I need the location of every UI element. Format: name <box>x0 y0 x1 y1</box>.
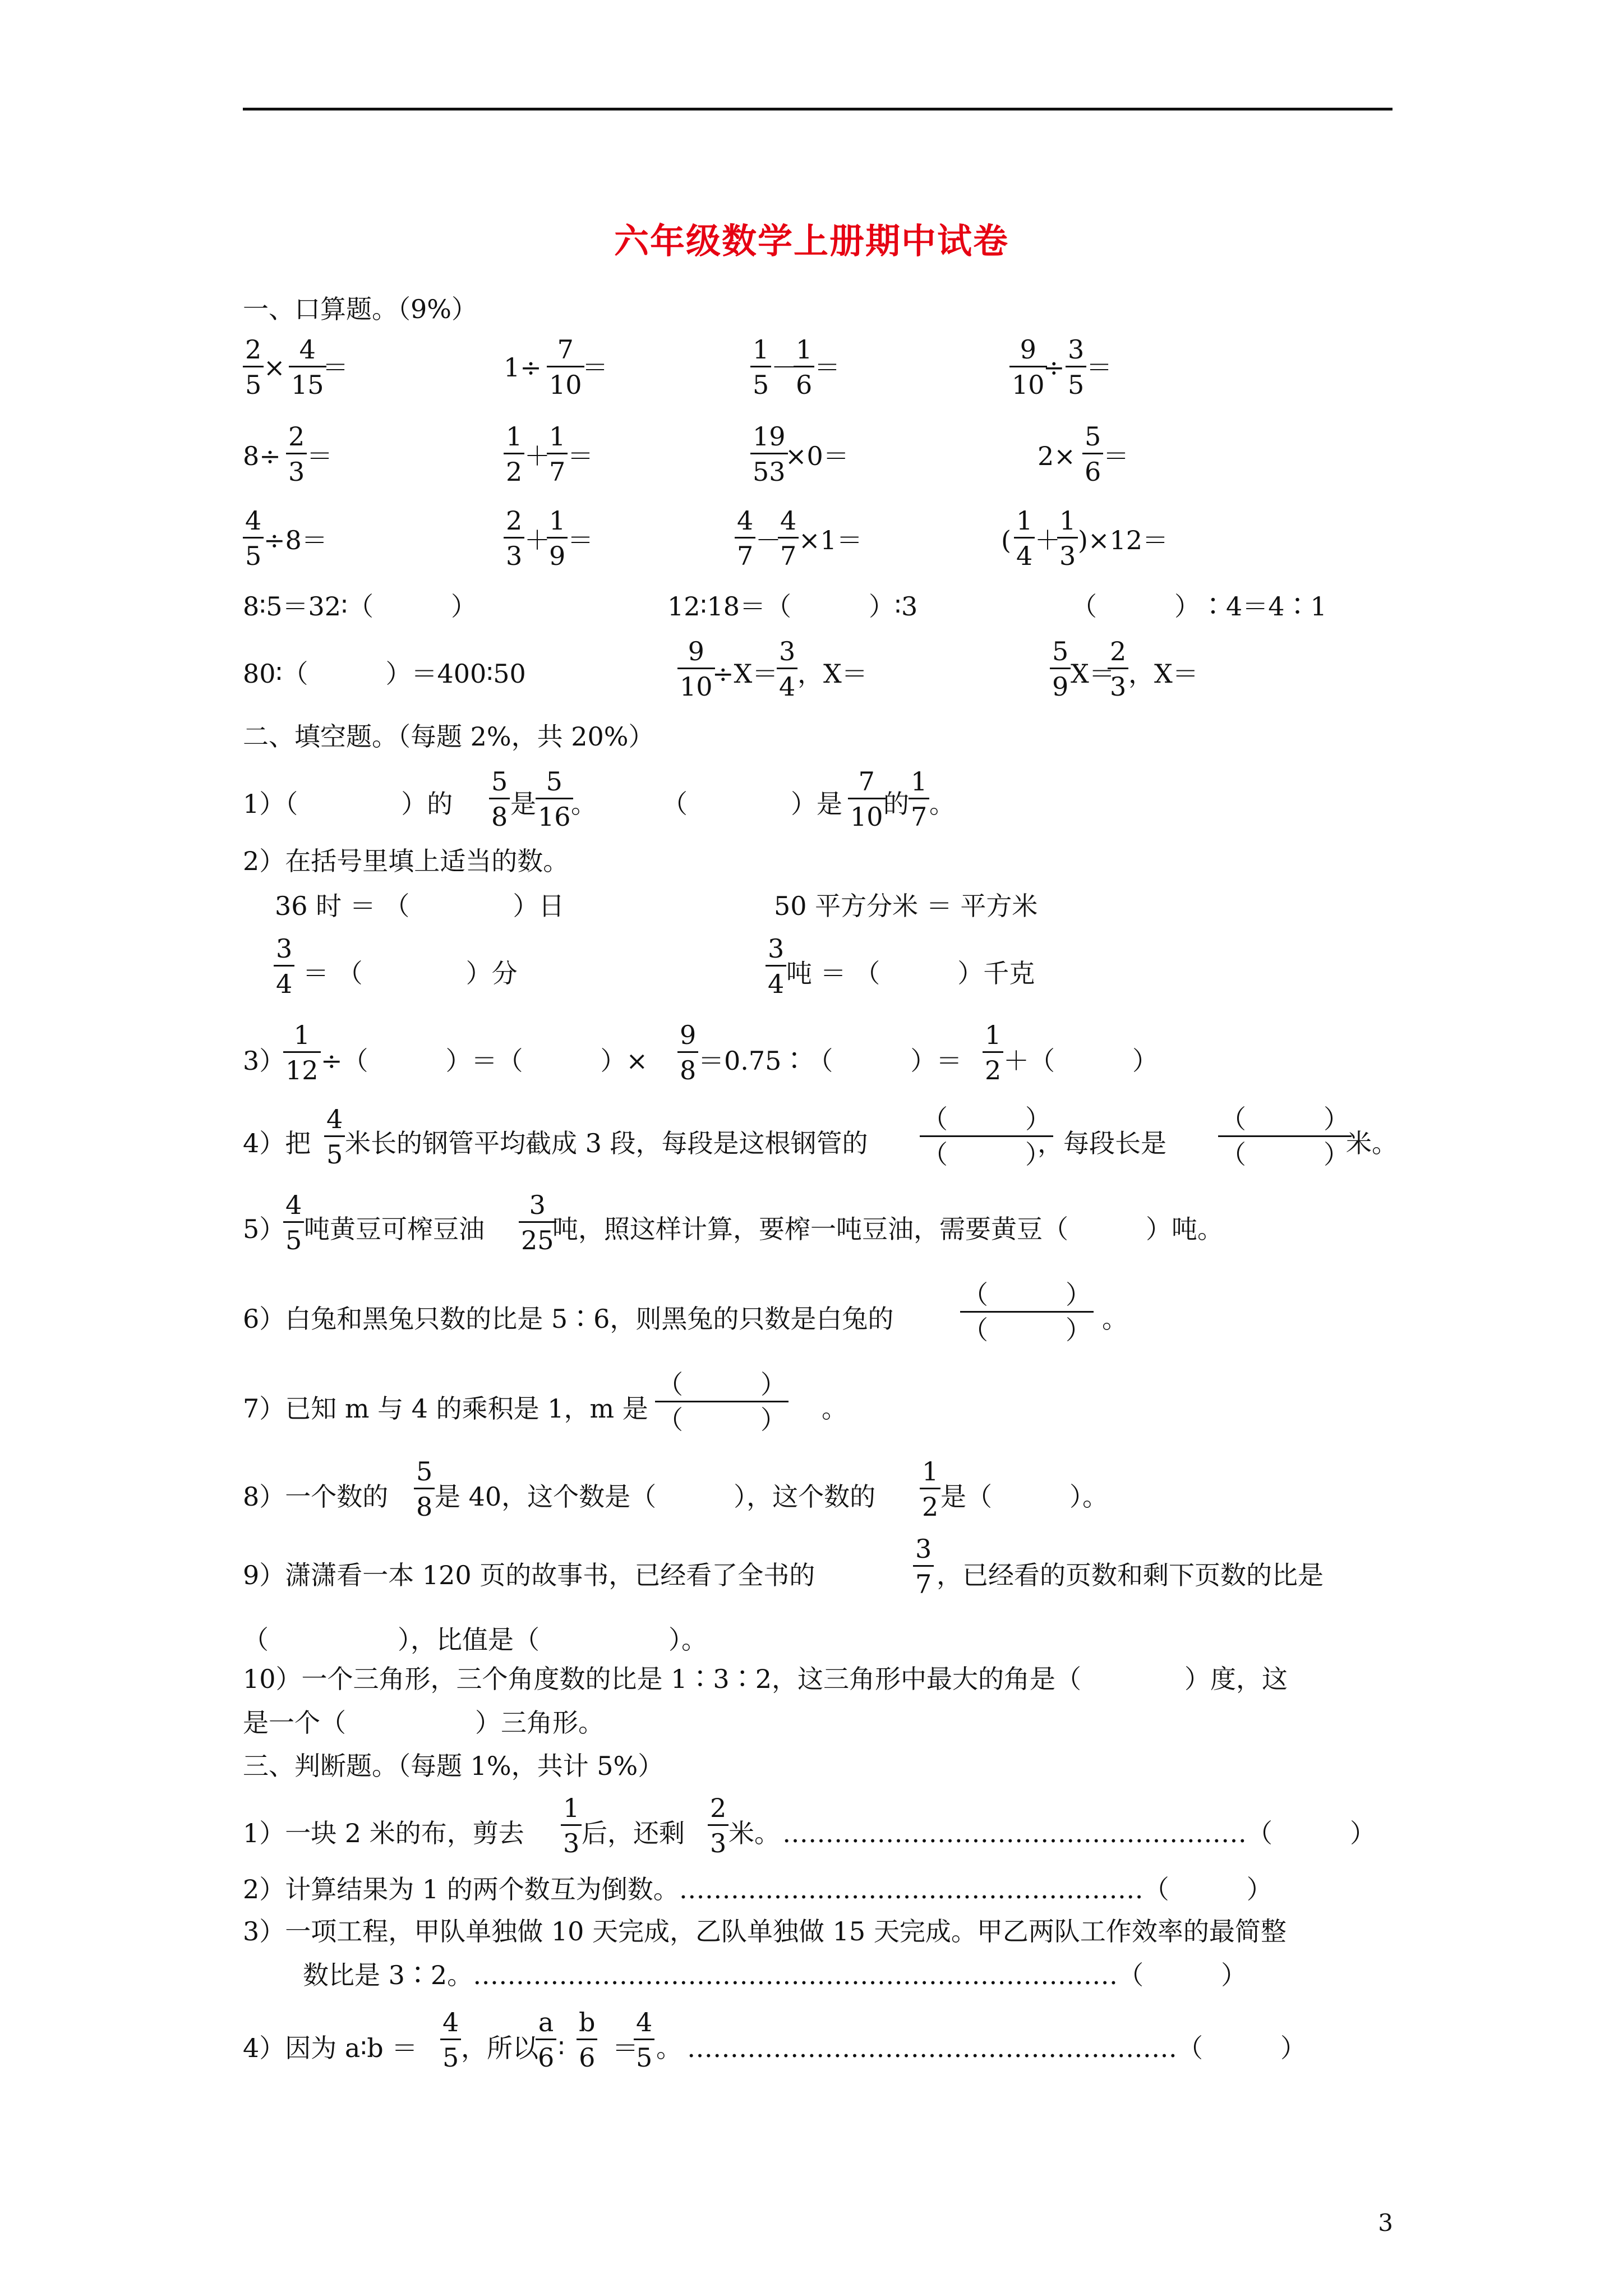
fill-question-2b: 50 平方分米 ＝ 平方米 <box>774 891 1038 921</box>
fraction: 4 5 <box>283 1192 304 1253</box>
fill-question-10: 10）一个三角形，三个角度数的比是 1∶3∶2，这三角形中最大的角是（ ）度，这 <box>243 1664 1288 1694</box>
page-title: 六年级数学上册期中试卷 <box>614 220 1009 261</box>
fill-question-2: 2）在括号里填上适当的数。 <box>243 846 569 876</box>
fraction: 1 4 <box>1014 508 1035 569</box>
judge-question-3-cont: 数比是 3∶2。…………………………………………………………………（ ） <box>303 1960 1247 1990</box>
judge-question-3: 3）一项工程，甲队单独做 10 天完成，乙队单独做 15 天完成。甲乙两队工作效率的最简整 <box>243 1916 1287 1947</box>
fraction: 3 4 <box>777 638 797 700</box>
fill-question-10-cont: 是一个（ ）三角形。 <box>243 1708 604 1738</box>
fraction: 1 3 <box>1057 508 1078 569</box>
fraction: 1 3 <box>561 1795 582 1856</box>
fraction: b 6 <box>577 2009 597 2070</box>
blank-fraction: （ ） （ ） <box>1218 1106 1352 1167</box>
fill-question-9-cont: （ ），比值是（ ）。 <box>243 1625 707 1655</box>
fraction: 3 25 <box>519 1192 556 1253</box>
fraction: 1 2 <box>983 1022 1003 1083</box>
blank-fraction: （ ） （ ） <box>655 1372 789 1433</box>
fraction: 1 2 <box>504 424 524 485</box>
fraction: 4 5 <box>440 2009 461 2070</box>
fraction: 7 10 <box>848 769 886 830</box>
fraction: 2 3 <box>708 1795 728 1856</box>
section-heading-3: 三、判断题。（每题 1%，共计 5%） <box>243 1751 664 1781</box>
fraction: 1 7 <box>547 424 568 485</box>
fraction: 4 7 <box>778 508 799 569</box>
fraction: 2 3 <box>286 424 307 485</box>
fraction: 4 5 <box>324 1106 345 1167</box>
fraction: 9 8 <box>677 1022 698 1083</box>
section-heading-2: 二、填空题。（每题 2%，共 20%） <box>243 721 654 752</box>
fraction: 2 3 <box>1108 638 1128 700</box>
fraction: 4 15 <box>289 337 326 398</box>
fraction: 4 7 <box>735 508 755 569</box>
section-heading-1: 一、口算题。（9%） <box>243 294 477 324</box>
fraction: 3 4 <box>274 936 294 997</box>
fill-question-2a: 36 时 ＝ （ ）日 <box>275 891 565 921</box>
fraction: 5 6 <box>1082 424 1103 485</box>
fraction: 3 5 <box>1066 337 1086 398</box>
fraction: 5 8 <box>489 769 510 830</box>
judge-question-2: 2）计算结果为 1 的两个数互为倒数。………………………………………………（ ） <box>243 1874 1272 1904</box>
fraction: 2 5 <box>243 337 264 398</box>
fraction: 4 5 <box>243 508 264 569</box>
fraction: 9 10 <box>1009 337 1047 398</box>
fraction: 5 9 <box>1050 638 1071 700</box>
fraction: 5 16 <box>536 769 573 830</box>
fraction: 1 9 <box>547 508 568 569</box>
fraction: 1 7 <box>909 769 929 830</box>
fraction: 3 4 <box>766 936 786 997</box>
fraction: 4 5 <box>634 2009 654 2070</box>
fraction: 1 12 <box>283 1022 321 1083</box>
fraction: 1 5 <box>750 337 771 398</box>
blank-fraction: （ ） （ ） <box>920 1106 1053 1167</box>
fraction: 2 3 <box>504 508 524 569</box>
fraction: 1 2 <box>920 1458 940 1520</box>
header-rule <box>243 108 1393 111</box>
blank-fraction: （ ） （ ） <box>960 1282 1094 1343</box>
fraction: 3 7 <box>913 1536 934 1597</box>
fraction: 1 6 <box>794 337 814 398</box>
page-number: 3 <box>1378 2209 1393 2237</box>
fraction: 7 10 <box>547 337 584 398</box>
fraction: 9 10 <box>677 638 715 700</box>
fraction: a 6 <box>536 2009 556 2070</box>
fraction: 5 8 <box>414 1458 435 1520</box>
fraction: 19 53 <box>750 424 788 485</box>
